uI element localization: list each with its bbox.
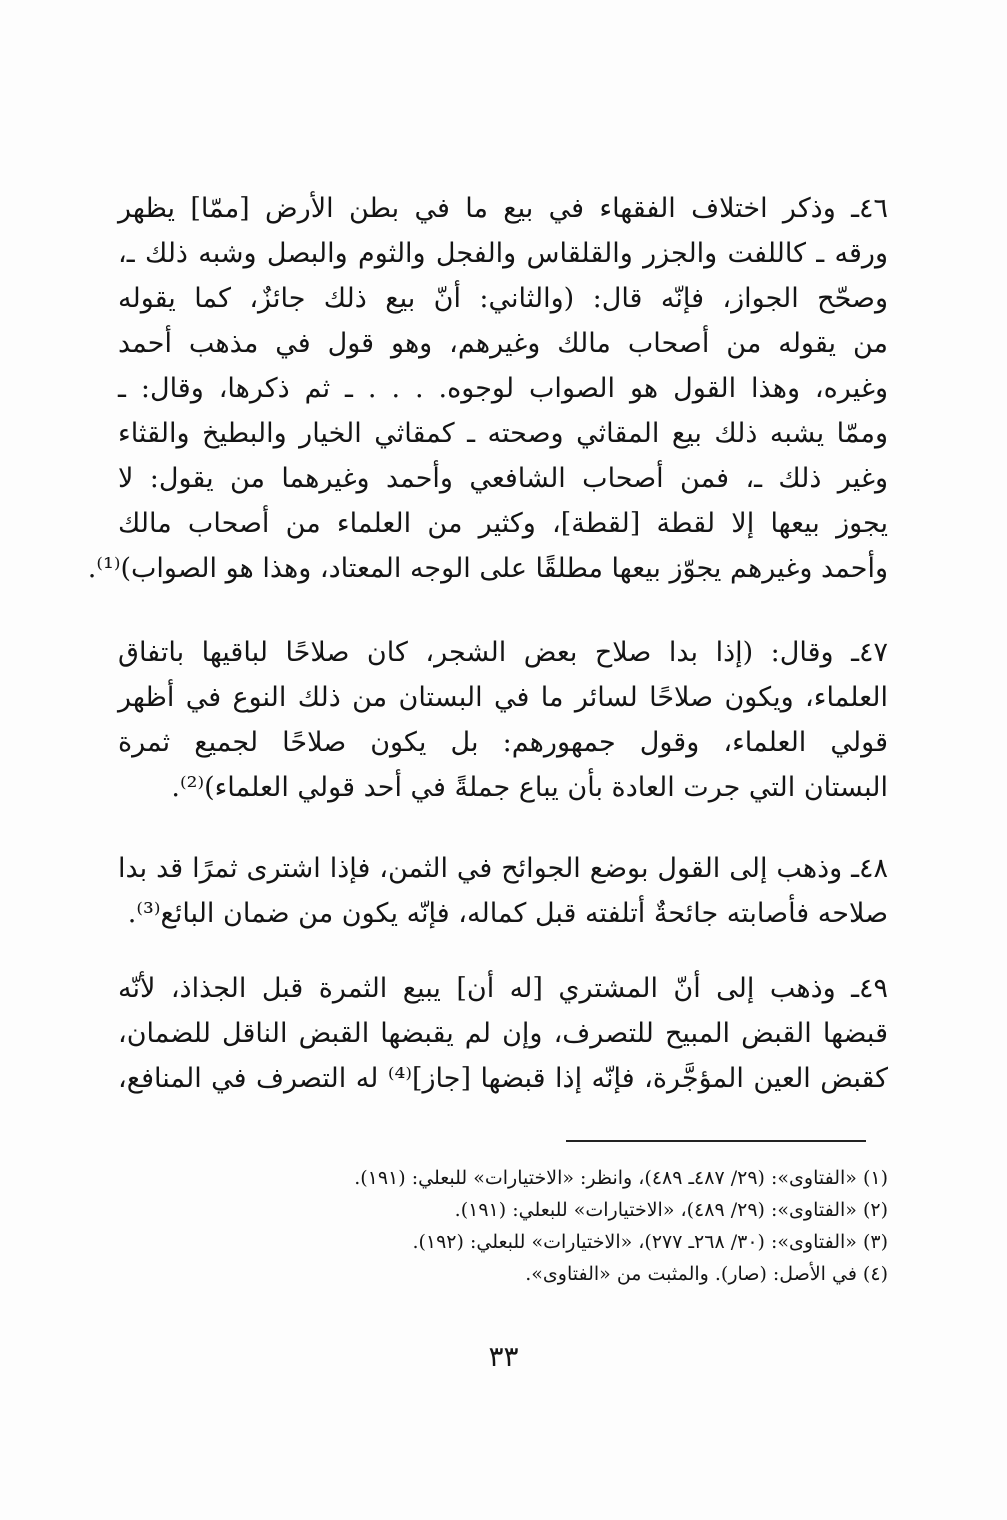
paragraph-49 bbox=[118, 966, 888, 1101]
paragraph-line: وغير ذلك ـ، فمن أصحاب الشافعي وأحمد وغيرهما من يقول: لا bbox=[118, 463, 888, 494]
paragraph-line: وأحمد وغيرهم يجوّز بيعها مطلقًا على الوجه المعتاد، وهذا هو الصواب)⁽¹⁾. bbox=[87, 553, 888, 584]
paragraph-line: وممّا يشبه ذلك بيع المقاثي وصحته ـ كمقاثي الخيار والبطيخ والقثاء bbox=[118, 418, 888, 449]
paragraph-line: ٤٧ـ وقال: (إذا بدا صلاح بعض الشجر، كان صلاحًا لباقيها باتفاق bbox=[118, 637, 888, 668]
paragraph-line: ورقه ـ كاللفت والجزر والقلقاس والفجل والثوم والبصل وشبه ذلك ـ، bbox=[118, 238, 888, 269]
paragraph-line: يجوز بيعها إلا لقطة [لقطة]، وكثير من العلماء من أصحاب مالك bbox=[118, 508, 888, 539]
paragraph-line: من يقوله من أصحاب مالك وغيرهم، وهو قول في مذهب أحمد bbox=[118, 328, 888, 359]
paragraph-line: كقبض العين المؤجَّرة، فإنّه إذا قبضها [جاز]⁽⁴⁾ له التصرف في المنافع، bbox=[118, 1063, 888, 1094]
footnote-3: (٣) «الفتاوى»: (٣٠/ ٢٦٨ـ ٢٧٧)، «الاختيارات» للبعلي: (١٩٢). bbox=[412, 1231, 888, 1253]
paragraph-line: ٤٦ـ وذكر اختلاف الفقهاء في بيع ما في بطن الأرض [ممّا] يظهر bbox=[118, 193, 888, 224]
paragraph-line: العلماء، ويكون صلاحًا لسائر ما في البستان من ذلك النوع في أظهر bbox=[118, 682, 888, 713]
paragraph-47 bbox=[118, 630, 888, 810]
paragraph-line: وغيره، وهذا القول هو الصواب لوجوه. . . . ـ ثم ذكرها، وقال: ـ bbox=[118, 373, 888, 404]
footnotes bbox=[118, 1162, 888, 1290]
paragraph-48 bbox=[118, 846, 888, 936]
footnote-1: (١) «الفتاوى»: (٢٩/ ٤٨٧ـ ٤٨٩)، وانظر: «الاختيارات» للبعلي: (١٩١). bbox=[354, 1167, 888, 1189]
page-number: ٣٣ bbox=[488, 1340, 519, 1373]
paragraph-line: قبضها القبض المبيح للتصرف، وإن لم يقبضها القبض الناقل للضمان، bbox=[118, 1018, 888, 1049]
footnote-separator bbox=[566, 1140, 866, 1142]
paragraph-46 bbox=[87, 186, 888, 591]
paragraph-line: وصحّح الجواز، فإنّه قال: (والثاني: أنّ بيع ذلك جائزٌ، كما يقوله bbox=[118, 283, 888, 314]
paragraph-line: ٤٨ـ وذهب إلى القول بوضع الجوائح في الثمن، فإذا اشترى ثمرًا قد بدا bbox=[118, 853, 888, 884]
paragraph-line: البستان التي جرت العادة بأن يباع جملةً في أحد قولي العلماء)⁽²⁾. bbox=[171, 772, 888, 803]
paragraph-line: صلاحه فأصابته جائحةٌ أتلفته قبل كماله، فإنّه يكون من ضمان البائع⁽³⁾. bbox=[127, 898, 888, 929]
paragraph-line: قولي العلماء، وقول جمهورهم: بل يكون صلاحًا لجميع ثمرة bbox=[118, 727, 888, 758]
footnote-2: (٢) «الفتاوى»: (٢٩/ ٤٨٩)، «الاختيارات» للبعلي: (١٩١). bbox=[454, 1199, 888, 1221]
footnote-4: (٤) في الأصل: (صار). والمثبت من «الفتاوى». bbox=[525, 1263, 888, 1285]
paragraph-line: ٤٩ـ وذهب إلى أنّ المشتري [له أن] يبيع الثمرة قبل الجذاذ، لأنّه bbox=[118, 973, 888, 1004]
